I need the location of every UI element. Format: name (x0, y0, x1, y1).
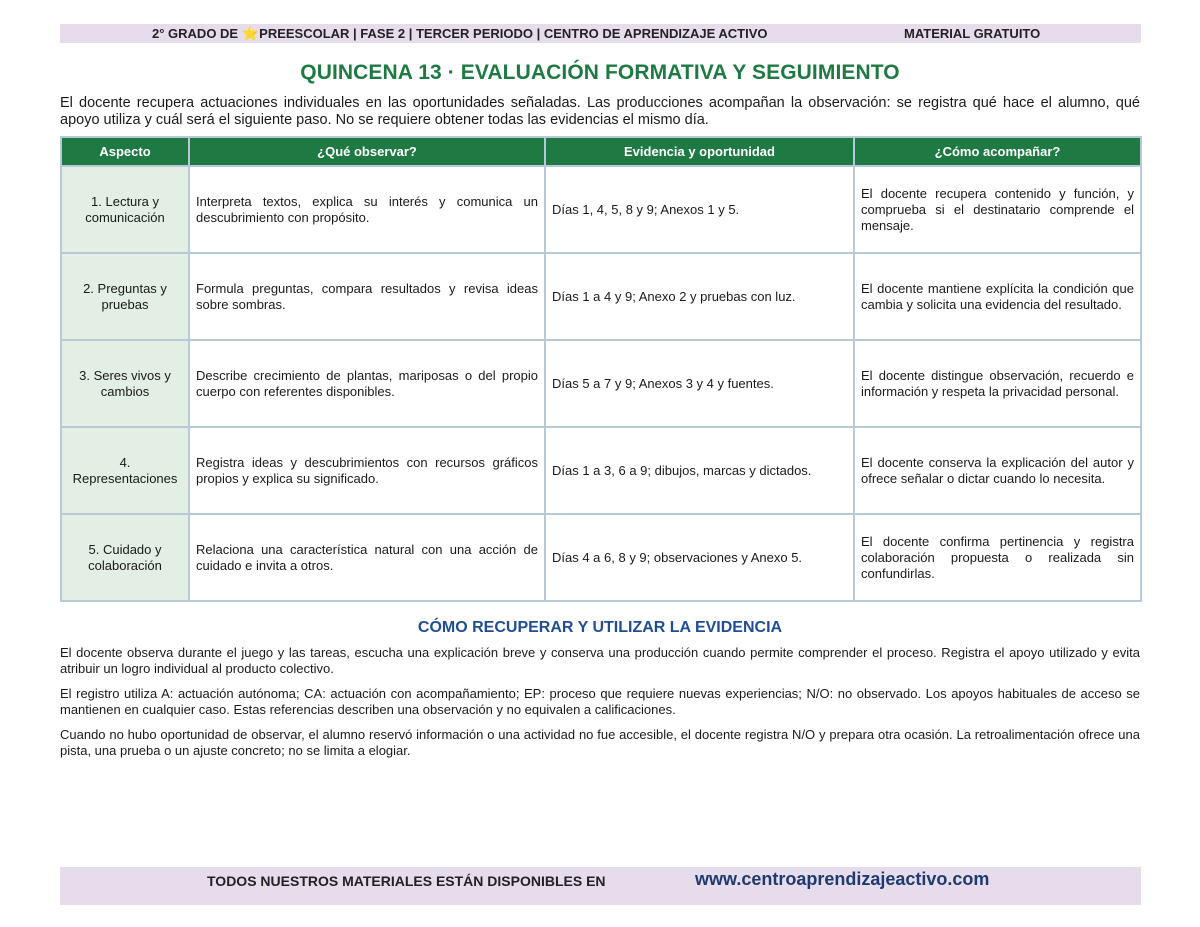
header-support: ¿Cómo acompañar? (854, 137, 1141, 166)
table-row (61, 253, 1141, 340)
guidance-paragraph: El docente observa durante el juego y las tareas, escucha una explicación breve y conserva una producción cuando permite comprender el proceso. Registra el apoyo utilizado y evita atribuir un logro individual al producto colectivo. (60, 645, 1140, 676)
evidence-guidance (60, 645, 1140, 768)
support-cell: El docente mantiene explícita la condición que cambia y solicita una evidencia del resultado. (854, 253, 1141, 340)
evidence-cell: Días 1, 4, 5, 8 y 9; Anexos 1 y 5. (545, 166, 854, 253)
aspect-cell: 1. Lectura y comunicación (61, 166, 189, 253)
evidence-cell: Días 1 a 4 y 9; Anexo 2 y pruebas con luz. (545, 253, 854, 340)
header-observe: ¿Qué observar? (189, 137, 545, 166)
evidence-cell: Días 5 a 7 y 9; Anexos 3 y 4 y fuentes. (545, 340, 854, 427)
footer-banner (60, 867, 1141, 905)
observe-cell: Interpreta textos, explica su interés y comunica un descubrimiento con propósito. (189, 166, 545, 253)
evidence-cell: Días 4 a 6, 8 y 9; observaciones y Anexo 5. (545, 514, 854, 601)
grade-info: 2° GRADO DE ⭐PREESCOLAR | FASE 2 | TERCER PERIODO | CENTRO DE APRENDIZAJE ACTIVO (152, 25, 768, 41)
intro-paragraph: El docente recupera actuaciones individuales en las oportunidades señaladas. Las producciones acompañan la observación: se registra qué hace el alumno, qué apoyo utiliza y cuál será el siguiente paso. No se requiere obtener todas las evidencias el mismo día. (60, 95, 1140, 128)
star-icon: ⭐ (241, 25, 260, 41)
evidence-cell: Días 1 a 3, 6 a 9; dibujos, marcas y dictados. (545, 427, 854, 514)
table-header-row (61, 137, 1141, 166)
table-row (61, 427, 1141, 514)
aspect-cell: 5. Cuidado y colaboración (61, 514, 189, 601)
observe-cell: Describe crecimiento de plantas, mariposas o del propio cuerpo con referentes disponibles. (189, 340, 545, 427)
observe-cell: Formula preguntas, compara resultados y revisa ideas sobre sombras. (189, 253, 545, 340)
table-row (61, 166, 1141, 253)
evaluation-table (60, 136, 1142, 602)
footer-text: TODOS NUESTROS MATERIALES ESTÁN DISPONIBLES EN (207, 873, 606, 889)
observe-cell: Registra ideas y descubrimientos con recursos gráficos propios y explica su significado. (189, 427, 545, 514)
header-evidence: Evidencia y oportunidad (545, 137, 854, 166)
page-title: QUINCENA 13 · EVALUACIÓN FORMATIVA Y SEGUIMIENTO (300, 61, 900, 84)
section-title: CÓMO RECUPERAR Y UTILIZAR LA EVIDENCIA (417, 619, 783, 636)
guidance-paragraph: Cuando no hubo oportunidad de observar, el alumno reservó información o una actividad no fue accesible, el docente registra N/O y prepara otra ocasión. La retroalimentación ofrece una pista, una prueba o un ajuste concreto; no se limita a elogiar. (60, 727, 1140, 758)
guidance-paragraph: El registro utiliza A: actuación autónoma; CA: actuación con acompañamiento; EP: proceso que requiere nuevas experiencias; N/O: no observado. Los apoyos habituales de acceso se mantienen en cualquier caso. Estas referencias describen una observación y no equivalen a calificaciones. (60, 686, 1140, 717)
observe-cell: Relaciona una característica natural con una acción de cuidado e invita a otros. (189, 514, 545, 601)
header-aspect: Aspecto (61, 137, 189, 166)
aspect-cell: 2. Preguntas y pruebas (61, 253, 189, 340)
website-link[interactable]: www.centroaprendizajeactivo.com (695, 869, 990, 889)
table-row (61, 514, 1141, 601)
support-cell: El docente recupera contenido y función, y comprueba si el destinatario comprende el mensaje. (854, 166, 1141, 253)
support-cell: El docente confirma pertinencia y registra colaboración propuesta o realizada sin confundirlas. (854, 514, 1141, 601)
table-row (61, 340, 1141, 427)
aspect-cell: 4. Representaciones (61, 427, 189, 514)
support-cell: El docente conserva la explicación del autor y ofrece señalar o dictar cuando lo necesita. (854, 427, 1141, 514)
support-cell: El docente distingue observación, recuerdo e información y respeta la privacidad personal. (854, 340, 1141, 427)
aspect-cell: 3. Seres vivos y cambios (61, 340, 189, 427)
free-material-label: MATERIAL GRATUITO (904, 26, 1041, 41)
top-banner (60, 24, 1141, 43)
